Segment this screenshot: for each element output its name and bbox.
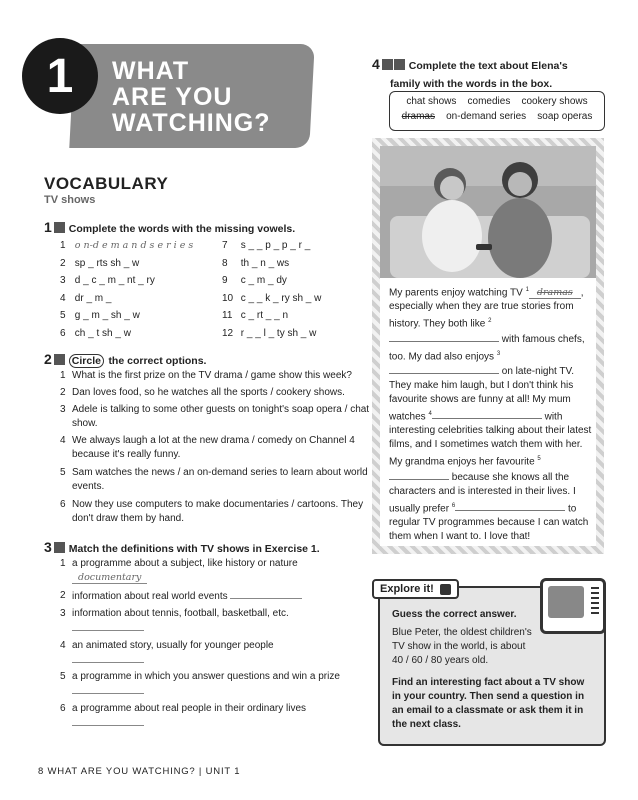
list-item: 4 We always laugh a lot at the new drama / comedy on Channel 4 because it's really funny. xyxy=(60,435,355,460)
list-item: 3 Adele is talking to some other guests on tonight's soap opera / chat show. xyxy=(60,404,370,429)
ex4-header: 4 Complete the text about Elena's family with the words in the box. xyxy=(372,56,568,90)
ex3-header: 3 Match the definitions with TV shows in Exercise 1. xyxy=(44,539,320,555)
list-item: 4 an animated story, usually for younger people xyxy=(72,639,382,668)
ex3-list xyxy=(60,557,365,737)
list-item: 3 information about tennis, football, basketball, etc. xyxy=(72,607,382,636)
level-icon xyxy=(54,542,65,553)
list-item: 1 a programme about a subject, like history or nature documentary xyxy=(60,558,298,583)
word-box: chat shows comedies cookery shows dramas on-demand series soap operas xyxy=(389,91,605,131)
list-item: 10 c _ _ k _ ry sh _ w xyxy=(222,292,322,304)
list-item: 1 o n-d e m a n d s e r i e s xyxy=(60,240,194,251)
list-item: 12 r _ _ l _ ty sh _ w xyxy=(222,327,317,339)
ex2-list xyxy=(60,369,370,529)
page-footer: 8 WHAT ARE YOU WATCHING? | UNIT 1 xyxy=(38,766,241,777)
list-item: 6 a programme about real people in their ordinary lives xyxy=(72,702,382,731)
list-item: 3 d _ c _ m _ nt _ ry xyxy=(60,275,155,286)
list-item: 5 a programme in which you answer questions and win a prize xyxy=(72,670,382,699)
ex1-header: 1 Complete the words with the missing vowels. xyxy=(44,219,296,235)
list-item: 2 sp _ rts sh _ w xyxy=(60,257,140,269)
list-item: 6 Now they use computers to make documentaries / cartoons. They don't draw them by hand. xyxy=(60,499,364,524)
list-item: 9 c _ m _ dy xyxy=(222,275,287,286)
cursor-icon xyxy=(440,584,451,595)
list-item: 7 s _ _ p _ p _ r _ xyxy=(222,240,311,251)
ex1-right-list xyxy=(222,237,321,342)
list-item: 5 g _ m _ sh _ w xyxy=(60,310,140,321)
section-title: VOCABULARY xyxy=(44,174,169,193)
ex2-header: 2 Circle the correct options. xyxy=(44,351,207,367)
list-item: 2 Dan loves food, so he watches all the sports / cookery shows. xyxy=(60,387,345,398)
story-text: My parents enjoy watching TV $^1$ dramas , especially when they are true stories from history. They both like $^2$ with famous chefs, too. My dad also enjoys $^3$ on late-night TV. They make him laugh, but I don't think his favourite shows are funny at all! My mum watches $^4$ with interesting celebrities talking about their latest films, and I sometimes watch them with her. My grandma enjoys her favourite $^5$ because she knows all the characters and is interested in their lives. I usually prefer $^6$ to regular TV programmes because I can watch them when I want to. I love that! xyxy=(389,287,592,542)
level-icon xyxy=(54,222,65,233)
explore-tag: Explore it! xyxy=(372,579,459,599)
list-item: 5 Sam watches the news / an on-demand series to learn about world events. xyxy=(60,467,368,492)
family-photo xyxy=(380,146,596,278)
list-item: 4 dr _ m _ xyxy=(60,292,112,304)
explore-text: Guess the correct answer. Blue Peter, the oldest children's TV show in the world, is about 40 / 60 / 80 years old. Find an interesting fact about a TV show in your country. Then send a question in an email to a classmate or ask them it in the next class. xyxy=(392,609,585,730)
level-icon xyxy=(394,59,405,70)
unit-number-badge: 1 xyxy=(22,38,98,114)
level-icon xyxy=(382,59,393,70)
level-icon xyxy=(54,354,65,365)
list-item: 11 c _ rt _ _ n xyxy=(222,310,289,321)
list-item: 6 ch _ t sh _ w xyxy=(60,327,131,339)
ex1-left-list xyxy=(60,237,193,342)
list-item: 2 information about real world events xyxy=(72,589,382,604)
list-item: 1 What is the first prize on the TV drama / game show this week? xyxy=(60,370,352,381)
unit-title: WHAT ARE YOU WATCHING? xyxy=(112,57,271,137)
section-subtitle: TV shows xyxy=(44,194,96,206)
list-item: 8 th _ n _ ws xyxy=(222,257,290,269)
